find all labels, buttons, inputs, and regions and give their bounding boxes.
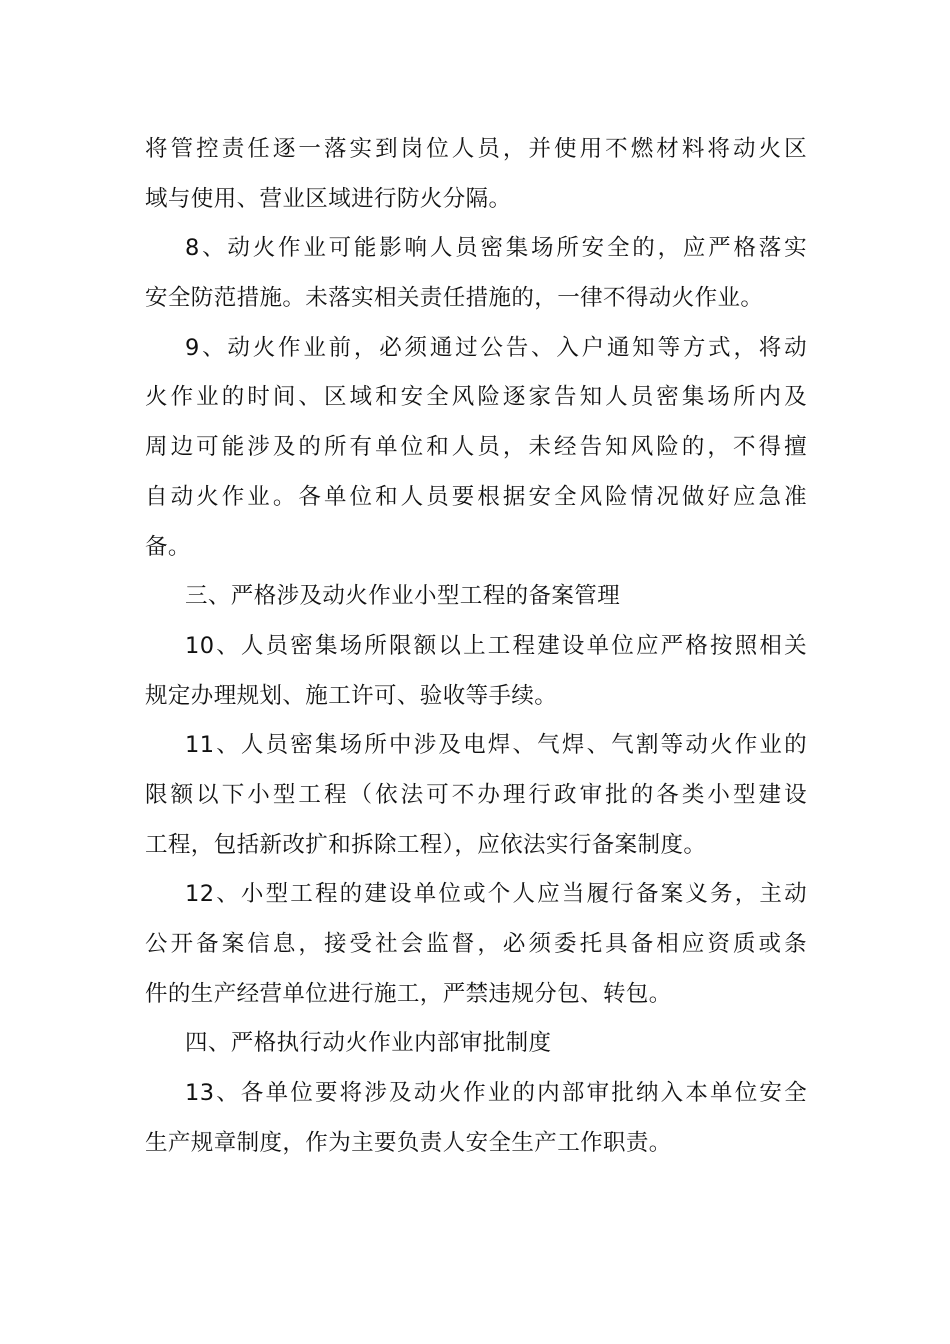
item-12-start: 12、小型工程的建设单位或个人应当履行备案义务，主动 [185, 881, 807, 908]
text-line: 公开备案信息，接受社会监督，必须委托具备相应资质或条 [145, 931, 807, 957]
text-line: 安全防范措施。未落实相关责任措施的，一律不得动火作业。 [145, 285, 764, 312]
text-line: 件的生产经营单位进行施工，严禁违规分包、转包。 [145, 980, 672, 1007]
item-10-start: 10、人员密集场所限额以上工程建设单位应严格按照相关 [185, 632, 807, 659]
text-line: 域与使用、营业区域进行防火分隔。 [145, 185, 512, 212]
text-line: 火作业的时间、区域和安全风险逐家告知人员密集场所内及 [145, 384, 807, 411]
section-heading-3: 三、严格涉及动火作业小型工程的备案管理 [185, 583, 621, 610]
text-line: 周边可能涉及的所有单位和人员，未经告知风险的，不得擅 [145, 434, 807, 461]
text-line: 生产规章制度，作为主要负责人安全生产工作职责。 [145, 1129, 672, 1156]
section-heading-4: 四、严格执行动火作业内部审批制度 [185, 1030, 552, 1057]
document-body [145, 125, 807, 1168]
item-9-start: 9、动火作业前，必须通过公告、入户通知等方式，将动 [185, 334, 807, 361]
item-13-start: 13、各单位要将涉及动火作业的内部审批纳入本单位安全 [185, 1080, 807, 1107]
text-line: 规定办理规划、施工许可、验收等手续。 [145, 682, 558, 709]
item-11-start: 11、人员密集场所中涉及电焊、气焊、气割等动火作业的 [185, 732, 807, 759]
text-line: 限额以下小型工程（依法可不办理行政审批的各类小型建设 [145, 781, 807, 808]
item-8-start: 8、动火作业可能影响人员密集场所安全的，应严格落实 [185, 235, 807, 262]
text-line: 将管控责任逐一落实到岗位人员，并使用不燃材料将动火区 [145, 136, 807, 162]
text-line: 工程，包括新改扩和拆除工程），应依法实行备案制度。 [145, 831, 707, 858]
text-line: 备。 [145, 533, 191, 560]
text-line: 自动火作业。各单位和人员要根据安全风险情况做好应急准 [145, 483, 807, 510]
